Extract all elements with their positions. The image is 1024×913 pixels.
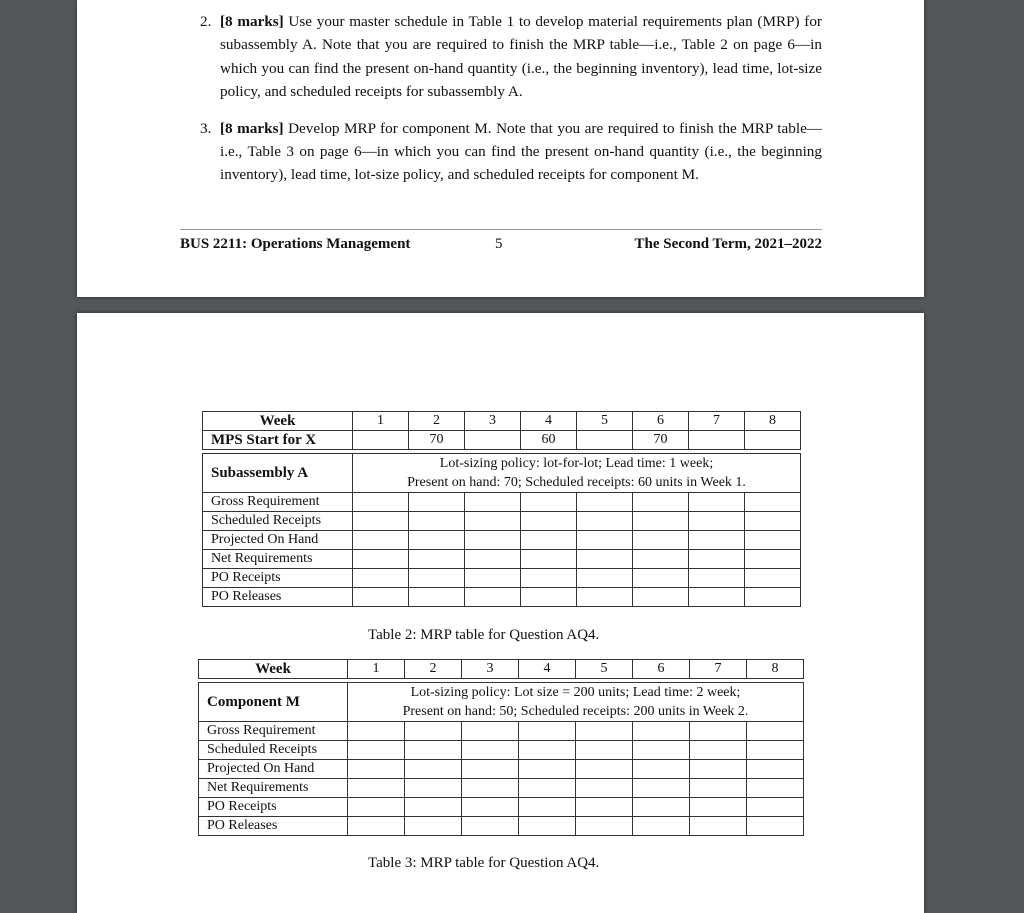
input-cell[interactable] (405, 722, 462, 741)
mps-cell (745, 431, 801, 450)
row-label: Scheduled Receipts (203, 512, 353, 531)
input-cell[interactable] (519, 779, 576, 798)
input-cell[interactable] (747, 779, 804, 798)
mrp-table-subassembly-a (202, 411, 801, 607)
week-label: Week (203, 412, 353, 431)
row-label: Gross Requirement (203, 493, 353, 512)
input-cell[interactable] (465, 550, 521, 569)
document-page-5 (77, 0, 924, 297)
mps-cell (689, 431, 745, 450)
mps-cell: 60 (521, 431, 577, 450)
input-cell[interactable] (576, 779, 633, 798)
input-cell[interactable] (348, 779, 405, 798)
week-label: Week (199, 660, 348, 679)
input-cell[interactable] (633, 760, 690, 779)
input-cell[interactable] (747, 760, 804, 779)
week-cell: 7 (689, 412, 745, 431)
mrp-row (203, 512, 801, 531)
input-cell[interactable] (405, 779, 462, 798)
input-cell[interactable] (689, 493, 745, 512)
mrp-row (203, 531, 801, 550)
input-cell[interactable] (405, 817, 462, 836)
footer-term: The Second Term, 2021–2022 (634, 236, 822, 252)
question-text: Use your master schedule in Table 1 to develop material requirements plan (MRP) for subassembly A. Note that you are required to finish the MRP table—i.e., Table 2 on page 6—in which you can find the present on-hand quantity (i.e., the beginning inventory), lead time, lot-size policy, and scheduled receipts for subassembly A. (220, 13, 822, 101)
mrp-row (199, 817, 804, 836)
input-cell[interactable] (353, 588, 409, 607)
input-cell[interactable] (465, 588, 521, 607)
mrp-row (199, 779, 804, 798)
input-cell[interactable] (689, 531, 745, 550)
document-page-6 (77, 313, 924, 913)
mps-cell (465, 431, 521, 450)
week-cell: 2 (405, 660, 462, 679)
question-3 (200, 117, 822, 187)
input-cell[interactable] (745, 550, 801, 569)
mrp-row (199, 760, 804, 779)
input-cell[interactable] (462, 760, 519, 779)
row-label: Net Requirements (203, 550, 353, 569)
input-cell[interactable] (462, 817, 519, 836)
input-cell[interactable] (462, 741, 519, 760)
mrp-row (203, 550, 801, 569)
input-cell[interactable] (633, 779, 690, 798)
input-cell[interactable] (576, 760, 633, 779)
week-header-row (199, 660, 804, 679)
input-cell[interactable] (409, 550, 465, 569)
week-cell: 3 (462, 660, 519, 679)
input-cell[interactable] (348, 798, 405, 817)
input-cell[interactable] (348, 817, 405, 836)
input-cell[interactable] (519, 817, 576, 836)
footer-divider (180, 229, 822, 230)
row-label: Projected On Hand (199, 760, 348, 779)
week-cell: 5 (576, 660, 633, 679)
input-cell[interactable] (747, 722, 804, 741)
input-cell[interactable] (747, 798, 804, 817)
input-cell[interactable] (576, 741, 633, 760)
input-cell[interactable] (465, 512, 521, 531)
policy-line-2: Present on hand: 70; Scheduled receipts: 60 units in Week 1. (407, 475, 746, 490)
input-cell[interactable] (633, 569, 689, 588)
input-cell[interactable] (519, 760, 576, 779)
row-label: Gross Requirement (199, 722, 348, 741)
input-cell[interactable] (633, 550, 689, 569)
input-cell[interactable] (633, 741, 690, 760)
question-list (200, 10, 822, 200)
question-marks: [8 marks] (220, 13, 284, 30)
input-cell[interactable] (353, 512, 409, 531)
row-label: PO Releases (203, 588, 353, 607)
row-label: PO Receipts (203, 569, 353, 588)
mrp-row (199, 798, 804, 817)
question-number: 3. (200, 119, 212, 137)
week-cell: 5 (577, 412, 633, 431)
input-cell[interactable] (633, 512, 689, 531)
input-cell[interactable] (689, 588, 745, 607)
input-cell[interactable] (465, 493, 521, 512)
mrp-row (203, 588, 801, 607)
input-cell[interactable] (633, 798, 690, 817)
week-cell: 1 (348, 660, 405, 679)
mrp-row (203, 569, 801, 588)
week-cell: 1 (353, 412, 409, 431)
policy-cell (348, 683, 804, 722)
row-label: PO Releases (199, 817, 348, 836)
input-cell[interactable] (690, 741, 747, 760)
input-cell[interactable] (409, 493, 465, 512)
input-cell[interactable] (519, 741, 576, 760)
input-cell[interactable] (519, 798, 576, 817)
input-cell[interactable] (462, 798, 519, 817)
input-cell[interactable] (405, 798, 462, 817)
input-cell[interactable] (521, 569, 577, 588)
input-cell[interactable] (689, 512, 745, 531)
week-header-row (203, 412, 801, 431)
input-cell[interactable] (521, 493, 577, 512)
mps-cell (353, 431, 409, 450)
input-cell[interactable] (745, 512, 801, 531)
input-cell[interactable] (689, 550, 745, 569)
input-cell[interactable] (747, 741, 804, 760)
input-cell[interactable] (409, 588, 465, 607)
input-cell[interactable] (465, 531, 521, 550)
input-cell[interactable] (409, 531, 465, 550)
week-cell: 6 (633, 660, 690, 679)
footer-page-number: 5 (495, 236, 503, 252)
input-cell[interactable] (633, 817, 690, 836)
input-cell[interactable] (576, 817, 633, 836)
week-cell: 4 (519, 660, 576, 679)
input-cell[interactable] (633, 531, 689, 550)
input-cell[interactable] (747, 817, 804, 836)
mps-cell: 70 (409, 431, 465, 450)
input-cell[interactable] (577, 588, 633, 607)
input-cell[interactable] (745, 569, 801, 588)
row-label: Projected On Hand (203, 531, 353, 550)
input-cell[interactable] (462, 722, 519, 741)
input-cell[interactable] (576, 798, 633, 817)
week-cell: 3 (465, 412, 521, 431)
input-cell[interactable] (745, 493, 801, 512)
input-cell[interactable] (745, 531, 801, 550)
policy-cell (353, 454, 801, 493)
input-cell[interactable] (745, 588, 801, 607)
week-cell: 6 (633, 412, 689, 431)
input-cell[interactable] (577, 531, 633, 550)
item-policy-row (199, 683, 804, 722)
mrp-table-component-m (198, 659, 804, 836)
input-cell[interactable] (409, 569, 465, 588)
input-cell[interactable] (633, 722, 690, 741)
mrp-row (199, 722, 804, 741)
mps-row (203, 431, 801, 450)
row-label: PO Receipts (199, 798, 348, 817)
input-cell[interactable] (409, 512, 465, 531)
input-cell[interactable] (576, 722, 633, 741)
input-cell[interactable] (577, 493, 633, 512)
input-cell[interactable] (405, 760, 462, 779)
input-cell[interactable] (690, 798, 747, 817)
question-2 (200, 10, 822, 104)
input-cell[interactable] (577, 569, 633, 588)
input-cell[interactable] (348, 760, 405, 779)
row-label: Net Requirements (199, 779, 348, 798)
week-cell: 4 (521, 412, 577, 431)
question-marks: [8 marks] (220, 119, 284, 137)
mrp-row (199, 741, 804, 760)
input-cell[interactable] (353, 569, 409, 588)
input-cell[interactable] (633, 493, 689, 512)
input-cell[interactable] (353, 550, 409, 569)
row-label: Scheduled Receipts (199, 741, 348, 760)
item-label: Subassembly A (203, 454, 353, 493)
mps-label: MPS Start for X (203, 431, 353, 450)
input-cell[interactable] (690, 817, 747, 836)
policy-line-1: Lot-sizing policy: lot-for-lot; Lead time: 1 week; (439, 456, 714, 471)
question-number: 2. (200, 13, 212, 30)
input-cell[interactable] (690, 722, 747, 741)
mps-cell: 70 (633, 431, 689, 450)
mrp-row (203, 493, 801, 512)
item-label: Component M (199, 683, 348, 722)
input-cell[interactable] (519, 722, 576, 741)
mps-cell (577, 431, 633, 450)
table-2-caption: Table 2: MRP table for Question AQ4. (368, 627, 600, 643)
week-cell: 7 (690, 660, 747, 679)
input-cell[interactable] (348, 722, 405, 741)
input-cell[interactable] (521, 512, 577, 531)
table-3-caption: Table 3: MRP table for Question AQ4. (368, 855, 600, 871)
input-cell[interactable] (462, 779, 519, 798)
input-cell[interactable] (521, 550, 577, 569)
input-cell[interactable] (689, 569, 745, 588)
policy-line-2: Present on hand: 50; Scheduled receipts: 200 units in Week 2. (402, 704, 749, 719)
week-cell: 8 (747, 660, 804, 679)
input-cell[interactable] (405, 741, 462, 760)
input-cell[interactable] (465, 569, 521, 588)
input-cell[interactable] (521, 588, 577, 607)
input-cell[interactable] (353, 493, 409, 512)
footer-course: BUS 2211: Operations Management (180, 236, 411, 252)
week-cell: 8 (745, 412, 801, 431)
item-policy-row (203, 454, 801, 493)
input-cell[interactable] (521, 531, 577, 550)
question-text: Develop MRP for component M. Note that you are required to finish the MRP table—i.e., Table 3 on page 6—in which you can find the present on-hand quantity (i.e., the beginning inventory), lead time, lot-size policy, and scheduled receipts for component M. (220, 119, 823, 184)
policy-line-1: Lot-sizing policy: Lot size = 200 units; Lead time: 2 week; (410, 685, 741, 700)
input-cell[interactable] (690, 779, 747, 798)
input-cell[interactable] (577, 550, 633, 569)
week-cell: 2 (409, 412, 465, 431)
input-cell[interactable] (633, 588, 689, 607)
input-cell[interactable] (690, 760, 747, 779)
input-cell[interactable] (348, 741, 405, 760)
input-cell[interactable] (353, 531, 409, 550)
input-cell[interactable] (577, 512, 633, 531)
